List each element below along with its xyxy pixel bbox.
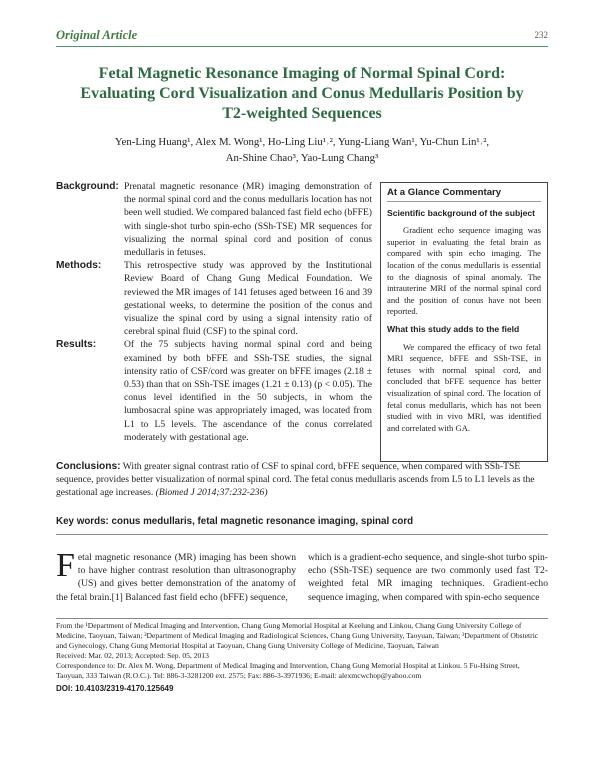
background-text: Prenatal magnetic resonance (MR) imaging demonstration of the normal spinal cord and the conus medullaris location has not been well studied. We compared balanced fast field echo (bFFE) with single-shot turbo spin-echo (SSh-TSE) MR sequences for visualizing the normal spinal cord and position of conus medullaris in fetuses. (124, 181, 372, 259)
background-label: Background: (56, 181, 119, 192)
conclusions-label: Conclusions: (56, 461, 121, 472)
abstract-methods (56, 259, 372, 338)
glance-title: At a Glance Commentary (387, 187, 502, 198)
correspondence: Correspondence to: Dr. Alex M. Wong, Department of Medical Imaging and Intervention, Chang Gung Memorial Hospital at Linkou. 5 Fu-Hsing Street, Taoyuan, 333 Taiwan (R.O.C.). Tel: 886-3-3281200 ext. 2575; Fax: 886-3-3971936; E-mail: alexmcwchop@yahoo.com (56, 661, 520, 680)
affiliations: From the ¹Department of Medical Imaging and Intervention, Chang Gung Memorial Hospital at Keelung and Linkou, Chang Gung University College of Medicine, Taoyuan, Taiwan; ²Department of Medical Imaging and Radiological Sciences, Chang Gung University, Taoyuan, Taiwan; ³Department of Obstetric and Gynecology, Chang Gung Memorial Hospital at Taoyuan, Chang Gung University College of Medicine, Taoyuan, Taiwan (56, 621, 539, 650)
citation: (Biomed J 2014;37:232-236) (155, 487, 268, 499)
body-column-1 (56, 547, 296, 604)
conclusions-text: With greater signal contrast ratio of CSF to spinal cord, bFFE sequence, when compared with SSh-TSE sequence, provides better visualization of normal spinal cord. The fetal conus medullaris ascends from L5 to L1 levels as the gestational age increases. (56, 461, 535, 499)
article-title (56, 64, 548, 124)
abstract-background (56, 180, 372, 259)
page-number: 232 (534, 30, 548, 40)
page-header (56, 28, 548, 50)
footnotes (56, 621, 548, 694)
methods-label: Methods: (56, 260, 102, 272)
header-rule (56, 46, 548, 47)
body-text-1: etal magnetic resonance (MR) imaging has been shown to have higher contrast resolution than ultrasonography (US) and gives better demonstration of the anatomy of the fetal brain.[1] Balanced fast field echo (bFFE) sequence, (56, 552, 296, 603)
abstract-results (56, 338, 372, 444)
title-line-2: Evaluating Cord Visualization and Conus Medullaris Position by (80, 85, 524, 102)
received-dates: Received: Mar. 02, 2013; Accepted: Sep. 05, 2013 (56, 651, 209, 660)
authors-line-2: An-Shine Chao³, Yao-Lung Chang³ (225, 152, 379, 164)
abstract (56, 180, 372, 444)
results-label: Results: (56, 339, 97, 351)
at-a-glance-box (380, 182, 548, 462)
body-column-2 (308, 551, 548, 604)
abstract-conclusions (56, 460, 548, 500)
glance-text-adds: We compared the efficacy of two fetal MRI sequence, bFFE and SSh-TSE, in fetuses with normal spinal cord, and concluded that bFFE sequence has better visualization of spinal cord. The location of fetal conus medullaris, which has not been studied with in vivo MRI, was identified and correlated with GA. (387, 341, 541, 433)
glance-text-background: Gradient echo sequence imaging was superior in evaluating the fetal brain as compared with spin echo imaging. The location of the conus medullaris is essential to the diagnosis of spinal anomaly. The intrauterine MRI of the normal spinal cord and the position of conus have not been reported. (387, 225, 541, 317)
article-type-tag: Original Article (56, 28, 138, 42)
title-line-1: Fetal Magnetic Resonance Imaging of Normal Spinal Cord: (98, 65, 506, 82)
footnote-rule (56, 618, 548, 619)
methods-text: This retrospective study was approved by the Institutional Review Board of Chang Gung Medical Foundation. We reviewed the MR images of 141 fetuses aged between 16 and 39 gestational weeks, to determine the position of the conus and visualize the spinal cord by using a signal intensity ratio of cerebral spinal fluid (CSF) to the spinal cord. (124, 260, 372, 338)
glance-heading-adds: What this study adds to the field (387, 323, 520, 334)
author-list (56, 134, 548, 166)
body-rule (56, 534, 548, 535)
title-line-3: T2-weighted Sequences (222, 105, 382, 122)
keywords: Key words: conus medullaris, fetal magnetic resonance imaging, spinal cord (56, 516, 414, 527)
body-text-2: which is a gradient-echo sequence, and single-shot turbo spin-echo (SSh-TSE) sequence are two commonly used fast T2-weighted fetal MR imaging techniques. Gradient-echo sequence imaging, when compared with spin-echo sequence (308, 552, 548, 603)
authors-line-1: Yen-Ling Huang¹, Alex M. Wong¹, Ho-Ling Liu¹˒², Yung-Liang Wan¹, Yu-Chun Lin¹˒², (114, 136, 490, 148)
doi[interactable]: DOI: 10.4103/2319-4170.125649 (56, 684, 174, 693)
drop-cap: F (56, 547, 75, 584)
results-text: Of the 75 subjects having normal spinal cord and being examined by both bFFE and SSh-TSE studies, the signal intensity ratio of CSF/cord was greater on bFFE images (2.18 ± 0.53) than that on SSh-TSE images (1.21 ± 0.13) (p < 0.05). The conus level identified in the 50 subjects, in whom the lumbosacral spine was appropriately imaged, was located from L1 to L5 levels. The ascendance of the conus correlated moderately with gestational age. (124, 339, 372, 443)
glance-heading-background: Scientific background of the subject (387, 207, 536, 218)
